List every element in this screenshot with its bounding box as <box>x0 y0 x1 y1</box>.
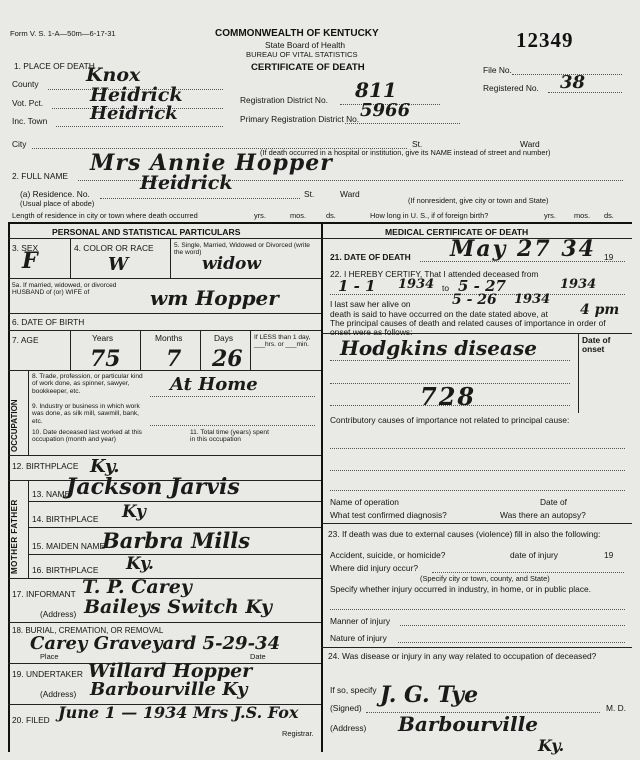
attended-to-label: to <box>442 283 449 293</box>
age-days: 26 <box>212 346 243 372</box>
length-ds: ds. <box>326 211 336 220</box>
ward-label: Ward <box>520 139 540 149</box>
onset-header: Date of onset <box>582 335 611 355</box>
occ8-label: 8. Trade, profession, or particular kind of work done, as spinner, sawyer, bookkeeper, etc. <box>32 373 143 395</box>
diagnosis-label: What test confirmed diagnosis? <box>330 510 447 520</box>
full-name-value: Mrs Annie Hopper <box>90 150 333 176</box>
attended-from: 1 - 1 <box>338 277 376 295</box>
physician-address-state: Ky. <box>538 736 565 755</box>
marital-label: 5. Single, Married, Widowed or Divorced (write the word) <box>174 242 310 257</box>
usual-place-label: (Usual place of abode) <box>20 199 95 208</box>
occupation-side-label: OCCUPATION <box>10 399 19 452</box>
street-label: St. <box>412 139 423 149</box>
inc-town-line <box>56 126 223 127</box>
occ10-label: 10. Date deceased last worked at this occupation (month and year) <box>32 429 142 444</box>
spouse-value: wm Hopper <box>150 286 279 310</box>
parents-line-3 <box>28 554 321 555</box>
length-residence-label: Length of residence in city or town where death occurred <box>12 211 198 220</box>
father-name-value: Jackson Jarvis <box>66 474 240 500</box>
occ11-label: 11. Total time (years) spent in this occupation <box>190 429 269 444</box>
residence-ward-label: Ward <box>340 189 360 199</box>
residence-label: (a) Residence. No. <box>20 189 90 199</box>
color-value: W <box>108 254 129 275</box>
county-value: Knox <box>86 64 141 86</box>
row-line-4 <box>8 370 321 371</box>
manner-line <box>400 625 625 626</box>
causes-box-top <box>321 333 632 334</box>
file-no-label: File No. <box>483 65 512 75</box>
filed-label: 20. FILED <box>12 715 50 725</box>
occupation-side-divider <box>28 370 29 455</box>
form-code: Form V. S. 1-A—50m—6-17-31 <box>10 29 116 38</box>
cause-line-2 <box>330 383 570 384</box>
sex-color-divider <box>70 238 71 278</box>
occ8-value: At Home <box>170 374 258 395</box>
less-than-day-label: If LESS than 1 day, ___hrs. or ___min. <box>254 334 311 349</box>
burial-label: 18. BURIAL, CREMATION, OR REMOVAL <box>12 626 164 635</box>
informant-address-value: Baileys Switch Ky <box>84 596 273 618</box>
color-label: 4. COLOR OR RACE <box>74 243 154 253</box>
father-birthplace-label: 14. BIRTHPLACE <box>32 514 99 524</box>
parents-line-1 <box>28 501 321 502</box>
how-long-mos: mos. <box>574 211 591 220</box>
q24-top <box>321 647 632 648</box>
personal-heading: PERSONAL AND STATISTICAL PARTICULARS <box>52 227 241 237</box>
frame-divider <box>321 222 323 752</box>
nonresident-note: (If nonresident, give city or town and State) <box>408 196 549 205</box>
age-months: 7 <box>166 346 182 372</box>
primary-reg-value: 5966 <box>360 100 411 121</box>
age-divider-4 <box>250 330 251 370</box>
vot-pct-label: Vot. Pct. <box>12 98 44 108</box>
primary-reg-line <box>345 123 460 124</box>
age-divider-3 <box>200 330 201 370</box>
occ8-line <box>150 396 315 397</box>
operation-date-label: Date of <box>540 497 568 507</box>
length-mos: mos. <box>290 211 307 220</box>
causes-text: The principal causes of death and related causes of importance in order of onset were as follows: <box>330 318 606 337</box>
state-title: COMMONWEALTH OF KENTUCKY <box>215 28 379 39</box>
cause-line-3 <box>330 405 570 406</box>
hospital-note: (If death occurred in a hospital or institution, give its NAME instead of street and number) <box>260 148 551 157</box>
burial-value: Carey Graveyard 5-29-34 <box>30 633 281 654</box>
county-label: County <box>12 79 39 89</box>
death-said-label: death is said to have occurred on the date stated above, at <box>330 309 548 319</box>
accident-label: Accident, suicide, or homicide? <box>330 550 446 560</box>
date-of-death-label: 21. DATE OF DEATH <box>330 252 411 262</box>
burial-place-label: Place <box>40 652 59 661</box>
row-line-2 <box>8 313 321 314</box>
frame-left <box>8 222 10 752</box>
birthplace-value: Ky. <box>90 456 120 477</box>
last-saw-value: 5 - 26 <box>452 292 497 308</box>
how-long-ds: ds. <box>604 211 614 220</box>
attended-to-year: 1934 <box>560 277 597 292</box>
vot-pct-value: Heidrick <box>90 84 183 106</box>
undertaker-value: Willard Hopper <box>88 660 253 682</box>
father-birthplace-value: Ky <box>122 502 146 522</box>
physician-signature: J. G. Tye <box>380 682 479 708</box>
if-so-label: If so, specify <box>330 685 377 695</box>
injury-date-label: date of injury <box>510 550 558 560</box>
months-label: Months <box>155 333 183 343</box>
autopsy-label: Was there an autopsy? <box>500 510 586 520</box>
mother-birthplace-value: Ky. <box>126 554 154 574</box>
occ9-line <box>150 425 315 426</box>
informant-address-label: (Address) <box>40 609 77 619</box>
reg-district-label: Registration District No. <box>240 95 328 105</box>
dob-label: 6. DATE OF BIRTH <box>12 317 85 327</box>
q24-label: 24. Was disease or injury in any way related to occupation of deceased? <box>328 651 597 661</box>
registered-no: 38 <box>560 72 586 93</box>
death-time: 4 pm <box>580 302 620 318</box>
primary-reg-label: Primary Registration District No. <box>240 114 360 124</box>
contributory-line-3 <box>330 490 625 491</box>
certificate-stamp-number: 12349 <box>516 28 574 52</box>
residence-st-label: St. <box>304 189 315 199</box>
physician-address-label: (Address) <box>330 723 367 733</box>
attended-from-year: 1934 <box>398 277 435 292</box>
registered-no-line <box>548 92 622 93</box>
marital-value: widow <box>202 254 261 274</box>
inc-town-value: Heidrick <box>90 103 178 124</box>
birthplace-label: 12. BIRTHPLACE <box>12 461 79 471</box>
last-saw-year: 1934 <box>514 292 551 307</box>
certify-text: 22. I HEREBY CERTIFY, That I attended deceased from <box>330 269 539 279</box>
contributory-line-1 <box>330 448 625 449</box>
industry-line <box>330 609 625 610</box>
occ9-label: 9. Industry or business in which work was done, as silk mill, sawmill, bank, etc. <box>32 403 140 425</box>
row-line-8 <box>8 622 321 623</box>
mother-birthplace-label: 16. BIRTHPLACE <box>32 565 99 575</box>
registrar-label: Registrar. <box>282 729 314 738</box>
cause-line-1 <box>330 360 570 361</box>
reg-district-value: 811 <box>355 78 397 102</box>
cause-value: Hodgkins disease <box>340 336 537 360</box>
how-long-yrs: yrs. <box>544 211 556 220</box>
registered-no-label: Registered No. <box>483 83 539 93</box>
board-name: State Board of Health <box>265 40 346 50</box>
signed-label: (Signed) <box>330 703 362 713</box>
external-causes-top <box>321 523 632 524</box>
father-name-label: 13. NAME <box>32 489 71 499</box>
frame-top <box>8 222 632 224</box>
burial-date-label: Date <box>250 652 266 661</box>
nature-line <box>398 642 625 643</box>
specify-industry: Specify whether injury occurred in industry, in home, or in public place. <box>330 584 591 594</box>
mother-name-value: Barbra Mills <box>102 528 251 553</box>
q23-label: 23. If death was due to external causes (violence) fill in also the following: <box>328 529 601 539</box>
md-label: M. D. <box>606 703 627 713</box>
place-heading: 1. PLACE OF DEATH <box>14 61 95 71</box>
attended-to: 5 - 27 <box>458 277 506 295</box>
injury-year: 19 <box>604 550 614 560</box>
row-line-3 <box>8 330 321 331</box>
undertaker-address-value: Barbourville Ky <box>90 679 248 700</box>
onset-divider <box>578 333 579 413</box>
informant-label: 17. INFORMANT <box>12 589 76 599</box>
parents-side-divider <box>28 480 29 578</box>
undertaker-label: 19. UNDERTAKER <box>12 669 83 679</box>
city-label: City <box>12 139 27 149</box>
length-yrs: yrs. <box>254 211 266 220</box>
sex-value: F <box>22 248 38 274</box>
age-label: 7. AGE <box>12 335 39 345</box>
residence-line <box>100 198 300 199</box>
color-marital-divider <box>170 238 171 278</box>
undertaker-address-label: (Address) <box>40 689 77 699</box>
days-label: Days <box>214 333 234 343</box>
full-name-label: 2. FULL NAME <box>12 171 69 181</box>
bureau-name: BUREAU OF VITAL STATISTICS <box>246 50 358 59</box>
manner-label: Manner of injury <box>330 616 391 626</box>
specify-place-note: (Specify city or town, county, and State) <box>420 574 550 583</box>
contributory-line-2 <box>330 470 625 471</box>
row-line-5 <box>8 455 321 456</box>
date-of-death-suffix: 19 <box>604 252 614 262</box>
how-long-label: How long in U. S., if of foreign birth? <box>370 211 489 220</box>
last-saw-label: I last saw her alive on <box>330 299 411 309</box>
where-injury-label: Where did injury occur? <box>330 563 418 573</box>
inc-town-label: Inc. Town <box>12 116 48 126</box>
row-line-1 <box>8 278 321 279</box>
mother-name-label: 15. MAIDEN NAME <box>32 541 106 551</box>
date-of-death-line <box>420 261 625 262</box>
operation-label: Name of operation <box>330 497 399 507</box>
page-title: CERTIFICATE OF DEATH <box>251 62 365 73</box>
sex-label: 3. SEX <box>12 243 39 253</box>
medical-heading: MEDICAL CERTIFICATE OF DEATH <box>385 227 529 237</box>
age-years: 75 <box>90 346 121 372</box>
physician-address-value: Barbourville <box>398 712 538 736</box>
age-divider-2 <box>140 330 141 370</box>
date-of-death-value: May 27 34 <box>450 236 596 262</box>
years-label: Years <box>92 333 114 343</box>
informant-value: T. P. Carey <box>82 576 192 598</box>
parents-side-label: MOTHER FATHER <box>10 499 19 574</box>
spouse-label: 5a. If married, widowed, or divorced HUSBAND of (or) WIFE of <box>12 282 117 297</box>
residence-value: Heidrick <box>140 172 233 194</box>
contributory-label: Contributory causes of importance not related to principal cause: <box>330 415 570 425</box>
nature-label: Nature of injury <box>330 633 387 643</box>
filed-value: June 1 — 1934 Mrs J.S. Fox <box>58 703 299 722</box>
cause-code: 728 <box>420 382 477 411</box>
where-injury-line <box>432 572 624 573</box>
age-divider-1 <box>70 330 71 370</box>
